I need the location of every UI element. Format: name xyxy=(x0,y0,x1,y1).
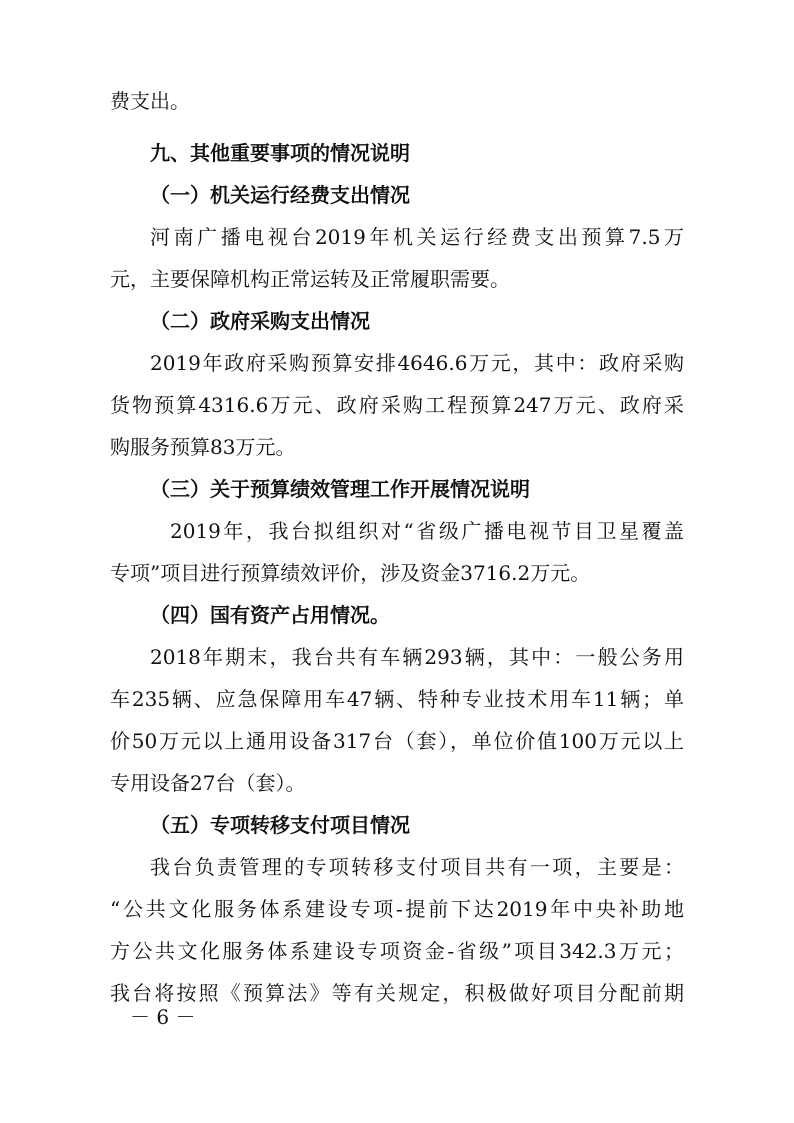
subsection-heading-5: （五）专项转移支付项目情况 xyxy=(150,813,410,837)
paragraph-line: 我台将按照《预算法》等有关规定，积极做好项目分配前期 xyxy=(110,981,684,1005)
paragraph-line-continuation: 费支出。 xyxy=(110,89,190,113)
subsection-heading-2: （二）政府采购支出情况 xyxy=(150,309,370,333)
subsection-heading-1: （一）机关运行经费支出情况 xyxy=(150,183,410,207)
paragraph-line: 价50万元以上通用设备317台（套），单位价值100万元以上 xyxy=(110,729,684,753)
subsection-heading-3: （三）关于预算绩效管理工作开展情况说明 xyxy=(150,477,530,501)
paragraph-line: 专用设备27台（套）。 xyxy=(110,771,306,795)
paragraph-line: 专项”项目进行预算绩效评价，涉及资金3716.2万元。 xyxy=(110,561,591,585)
paragraph-line: 货物预算4316.6万元、政府采购工程预算247万元、政府采 xyxy=(110,393,684,417)
paragraph-line: 2019年，我台拟组织对“省级广播电视节目卫星覆盖 xyxy=(170,519,684,543)
section-heading-nine: 九、其他重要事项的情况说明 xyxy=(150,141,410,165)
subsection-heading-4: （四）国有资产占用情况。 xyxy=(150,603,390,627)
paragraph-line: 购服务预算83万元。 xyxy=(110,435,296,459)
paragraph-line: 河南广播电视台2019年机关运行经费支出预算7.5万 xyxy=(150,225,684,249)
paragraph-line: 元，主要保障机构正常运转及正常履职需要。 xyxy=(110,267,510,291)
paragraph-line: 2019年政府采购预算安排4646.6万元，其中：政府采购 xyxy=(150,351,684,375)
paragraph-line: 我台负责管理的专项转移支付项目共有一项，主要是： xyxy=(150,855,684,879)
paragraph-line: 车235辆、应急保障用车47辆、特种专业技术用车11辆；单 xyxy=(110,687,684,711)
paragraph-line: 方公共文化服务体系建设专项资金-省级”项目342.3万元； xyxy=(110,939,684,963)
paragraph-line: 2018年期末，我台共有车辆293辆，其中：一般公务用 xyxy=(150,645,684,669)
paragraph-line: “公共文化服务体系建设专项-提前下达2019年中央补助地 xyxy=(110,897,684,921)
page-number: － 6 － xyxy=(130,1005,196,1029)
